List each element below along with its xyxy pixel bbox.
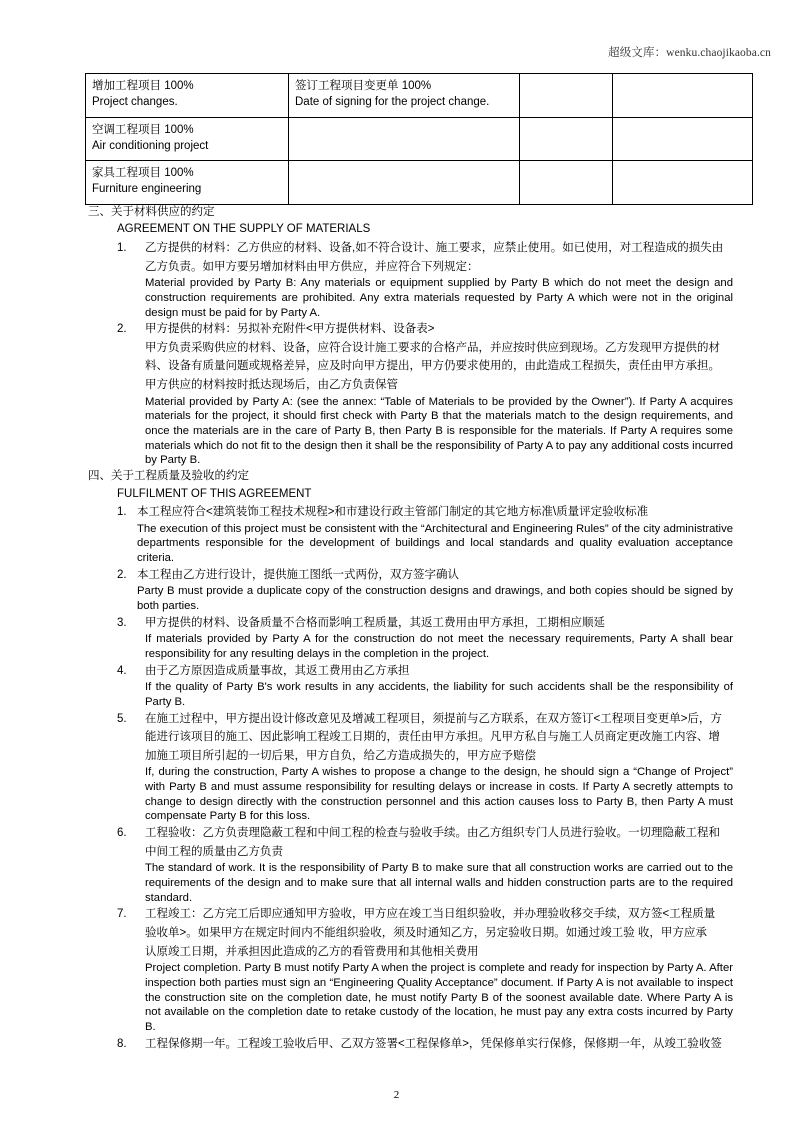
cell-text-cn: 签订工程项目变更单 100% xyxy=(295,80,432,92)
list-item-number: 2. xyxy=(117,568,127,581)
list-item xyxy=(117,239,733,320)
table-row xyxy=(86,74,753,118)
list-item-text-en: The execution of this project must be consistent with the “Architectural and Engineering Rules” of the city administrative departments responsible for the development of buildings and local standards and quality evaluation acceptance criteria. xyxy=(137,522,733,564)
list-item-text-cn: 工程保修期一年。工程竣工验收后甲、乙双方签署<工程保修单>，凭保修单实行保修，保修期一年，从竣工验收签 xyxy=(145,1037,722,1050)
section-three xyxy=(0,204,793,468)
list-item-text-cn: 加施工项目所引起的一切后果，甲方自负，给乙方造成损失的，甲方应予赔偿 xyxy=(145,749,536,762)
list-item-number: 3. xyxy=(117,616,127,629)
page-number: 2 xyxy=(393,1089,400,1101)
list-item-text-cn: 料、设备有质量问题或规格差异，应及时向甲方提出，甲方仍要求使用的，由此造成工程损失，责任由甲方承担。 xyxy=(145,360,720,373)
section-four-title-en: FULFILMENT OF THIS AGREEMENT xyxy=(117,487,312,500)
list-item-text-cn: 本工程由乙方进行设计，提供施工图纸一式两份，双方签字确认 xyxy=(137,568,459,581)
list-item-text-cn: 认原竣工日期，并承担因此造成的乙方的看管费用和其他相关费用 xyxy=(145,945,479,958)
cell-text-en: Air conditioning project xyxy=(92,139,209,152)
table-cell-blank-1 xyxy=(520,74,613,118)
list-item xyxy=(117,905,733,1034)
list-item-text-en: Material provided by Party B: Any materials or equipment supplied by Party B which do not meet the design and construction requirements are prohibited. Any extra materials requested by Party A which were not in the original design must be paid for by Party A. xyxy=(145,277,733,319)
list-item-text-en: Party B must provide a duplicate copy of the construction designs and drawings, and both copies should be signed by both parties. xyxy=(137,585,733,612)
cell-text-cn: 家具工程项目 100% xyxy=(92,167,194,180)
list-item-text-en: Project completion. Party B must notify Party A when the project is complete and ready for inspection by Party A. After inspection both parties must sign an “Engineering Quality Acceptance” document. If Party A is not available to inspect the construction site on the completion date, he must notify Party B of the soonest available date. Where Party A is not available on the completion date to retake custody of the location, he must pay any extra costs incurred by Party B. xyxy=(145,962,733,1033)
table-row xyxy=(86,161,753,205)
list-item-text-en: Material provided by Party A: (see the annex: “Table of Materials to be provided by the Owner”). If Party A acquires materials for the project, it should first check with Party B that the materials match to the design requirements, and once the materials are in the care of Party B, then Party B is responsible for the materials. If Party A requires some materials which do not fit to the design then it shall be the responsibility of Party A to pay any additional costs incurred by Party B. xyxy=(145,395,733,467)
section-four-title-cn: 四、关于工程质量及验收的约定 xyxy=(88,470,249,483)
list-item-text-cn: 能进行该项目的施工、因此影响工程竣工日期的，责任由甲方承担。凡甲方私自与施工人员商定更改施工内容、增 xyxy=(145,731,720,744)
cell-text-cn: 增加工程项目 100% xyxy=(92,80,194,92)
document-body xyxy=(0,204,793,1053)
list-item-text-en: If materials provided by Party A for the construction do not meet the necessary requirements, Party A shall bear responsibility for any resulting delays in the completion in the project. xyxy=(145,633,733,660)
list-item xyxy=(117,320,733,468)
list-item-text-en: The standard of work. It is the responsibility of Party B to make sure that all construction works are carried out to the requirements of the design and to make sure that all internal walls and hidden construction parts are to the required standard. xyxy=(145,862,733,904)
table-cell-item xyxy=(86,117,289,161)
cell-text-en: Project changes. xyxy=(92,95,178,108)
list-item-text-cn: 甲方提供的材料：另拟补充附件<甲方提供材料、设备表> xyxy=(145,323,435,336)
list-item-text-cn: 在施工过程中，甲方提出设计修改意见及增减工程项目，须提前与乙方联系，在双方签订<工程项目变更单>后，方 xyxy=(145,712,722,725)
table-cell-blank-1 xyxy=(520,161,613,205)
table-cell-blank-2 xyxy=(613,74,753,118)
list-item xyxy=(117,710,733,825)
list-item xyxy=(117,824,733,905)
table-row xyxy=(86,117,753,161)
table-cell-blank-2 xyxy=(613,117,753,161)
list-item-text-cn: 工程竣工：乙方完工后即应通知甲方验收，甲方应在竣工当日组织验收，并办理验收移交手续，双方签<工程质量 xyxy=(145,908,716,921)
list-item-text-cn: 甲方负责采购供应的材料、设备，应符合设计施工要求的合格产品，并应按时供应到现场。乙方发现甲方提供的材 xyxy=(145,341,720,354)
list-item-number: 7. xyxy=(117,908,127,921)
list-item xyxy=(117,566,733,614)
list-item-text-cn: 由于乙方原因造成质量事故，其返工费用由乙方承担 xyxy=(145,664,410,677)
project-items-table-wrapper xyxy=(85,73,700,205)
list-item-text-cn: 中间工程的质量由乙方负责 xyxy=(145,845,283,858)
list-item-text-cn: 甲方供应的材料按时抵达现场后，由乙方负责保管 xyxy=(145,379,398,392)
list-item-number: 5. xyxy=(117,712,127,725)
table-cell-description xyxy=(289,74,520,118)
list-item-text-cn: 乙方负责。如甲方要另增加材料由甲方供应，并应符合下列规定： xyxy=(145,260,479,273)
list-item-text-en: If the quality of Party B's work results in any accidents, the liability for such accidents shall be the responsibility of Party B. xyxy=(145,681,733,708)
table-cell-blank-1 xyxy=(520,117,613,161)
list-item xyxy=(117,662,733,710)
cell-text-en: Date of signing for the project change. xyxy=(295,95,490,108)
watermark-header: 超级文库：wenku.chaojikaoba.cn xyxy=(608,47,771,59)
list-item-number: 2. xyxy=(117,323,127,336)
list-item xyxy=(117,503,733,566)
list-item-number: 6. xyxy=(117,827,127,840)
section-three-title-en: AGREEMENT ON THE SUPPLY OF MATERIALS xyxy=(117,223,371,236)
list-item-number: 4. xyxy=(117,664,127,677)
list-item-text-cn: 工程验收：乙方负责理隐蔽工程和中间工程的检查与验收手续。由乙方组织专门人员进行验收。一切理隐蔽工程和 xyxy=(145,827,720,840)
project-items-table xyxy=(85,73,753,205)
cell-text-en: Furniture engineering xyxy=(92,183,202,196)
list-item-number: 1. xyxy=(117,506,127,518)
list-item xyxy=(117,1035,733,1054)
table-cell-item xyxy=(86,74,289,118)
section-four xyxy=(0,468,793,1053)
table-cell-item xyxy=(86,161,289,205)
list-item-text-cn: 本工程应符合<建筑装饰工程技术规程>和市建设行政主管部门制定的其它地方标准\质量评定验收标准 xyxy=(137,506,649,518)
list-item-number: 1. xyxy=(117,241,127,254)
cell-text-cn: 空调工程项目 100% xyxy=(92,123,194,136)
list-item-text-cn: 验收单>。如果甲方在规定时间内不能组织验收，须及时通知乙方，另定验收日期。如通过竣工验 收，甲方应承 xyxy=(145,927,707,939)
list-item-number: 8. xyxy=(117,1037,127,1050)
list-item-text-en: If, during the construction, Party A wishes to propose a change to the design, he should sign a “Change of Project” with Party B and must assume responsibility for resulting delays or increase in costs. If Party A secretly attempts to change to design directly with the construction personnel and this action causes loss to Party B, then Party A must compensate Party B for this loss. xyxy=(145,766,733,823)
list-item-text-cn: 甲方提供的材料、设备质量不合格而影响工程质量，其返工费用由甲方承担，工期相应顺延 xyxy=(145,616,605,629)
table-cell-description xyxy=(289,117,520,161)
list-item-text-cn: 乙方提供的材料：乙方供应的材料、设备,如不符合设计、施工要求，应禁止使用。如已使用，对工程造成的损失由 xyxy=(145,241,724,254)
list-item xyxy=(117,614,733,662)
section-three-title-cn: 三、关于材料供应的约定 xyxy=(88,206,215,218)
table-cell-description xyxy=(289,161,520,205)
table-cell-blank-2 xyxy=(613,161,753,205)
